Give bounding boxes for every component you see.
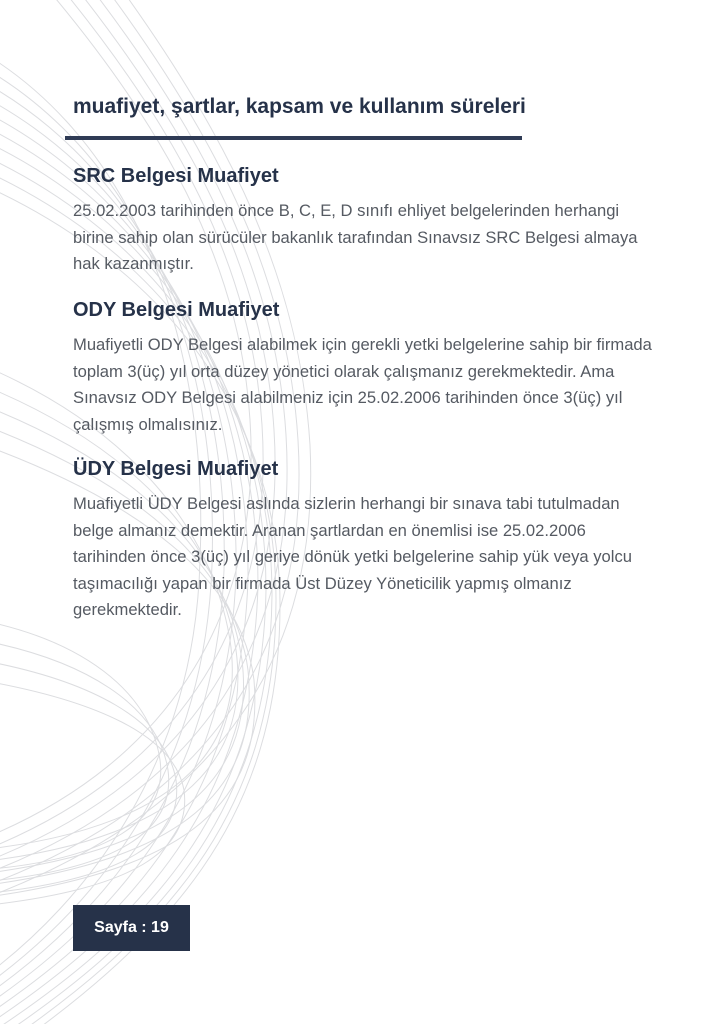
section-heading: ÜDY Belgesi Muafiyet — [73, 458, 279, 480]
page-number-label: Sayfa : 19 — [94, 919, 169, 936]
page-title: muafiyet, şartlar, kapsam ve kullanım süreleri — [73, 95, 526, 118]
section-heading: ODY Belgesi Muafiyet — [73, 299, 280, 321]
section-body: Muafiyetli ÜDY Belgesi aslında sizlerin herhangi bir sınava tabi tutulmadan belge almanız demektir. Aranan şartlardan en önemlisi ise 25.02.2006 tarihinden önce 3(üç) yıl geriye dönük yetki belgelerine sahip yük veya yolcu taşımacılığı yapan bir firmada Üst Düzey Yöneticilik yapmış olmanız gerekmektedir. — [73, 494, 632, 619]
section-body: Muafiyetli ODY Belgesi alabilmek için gerekli yetki belgelerine sahip bir firmada toplam 3(üç) yıl orta düzey yönetici olarak çalışmanız gerekmektedir. Ama Sınavsız ODY Belgesi alabilmeniz için 25.02.2006 tarihinden önce 3(üç) yıl çalışmış olmalısınız. — [73, 335, 652, 434]
section-body: 25.02.2003 tarihinden önce B, C, E, D sınıfı ehliyet belgelerinden herhangi birine sahip olan sürücüler bakanlık tarafından Sınavsız SRC Belgesi almaya hak kazanmıştır. — [73, 201, 638, 273]
section-heading: SRC Belgesi Muafiyet — [73, 165, 279, 187]
section-udy — [73, 456, 663, 624]
section-src — [73, 163, 663, 278]
page-number-badge — [73, 905, 190, 951]
section-ody — [73, 297, 663, 438]
title-underline-divider — [65, 136, 522, 140]
